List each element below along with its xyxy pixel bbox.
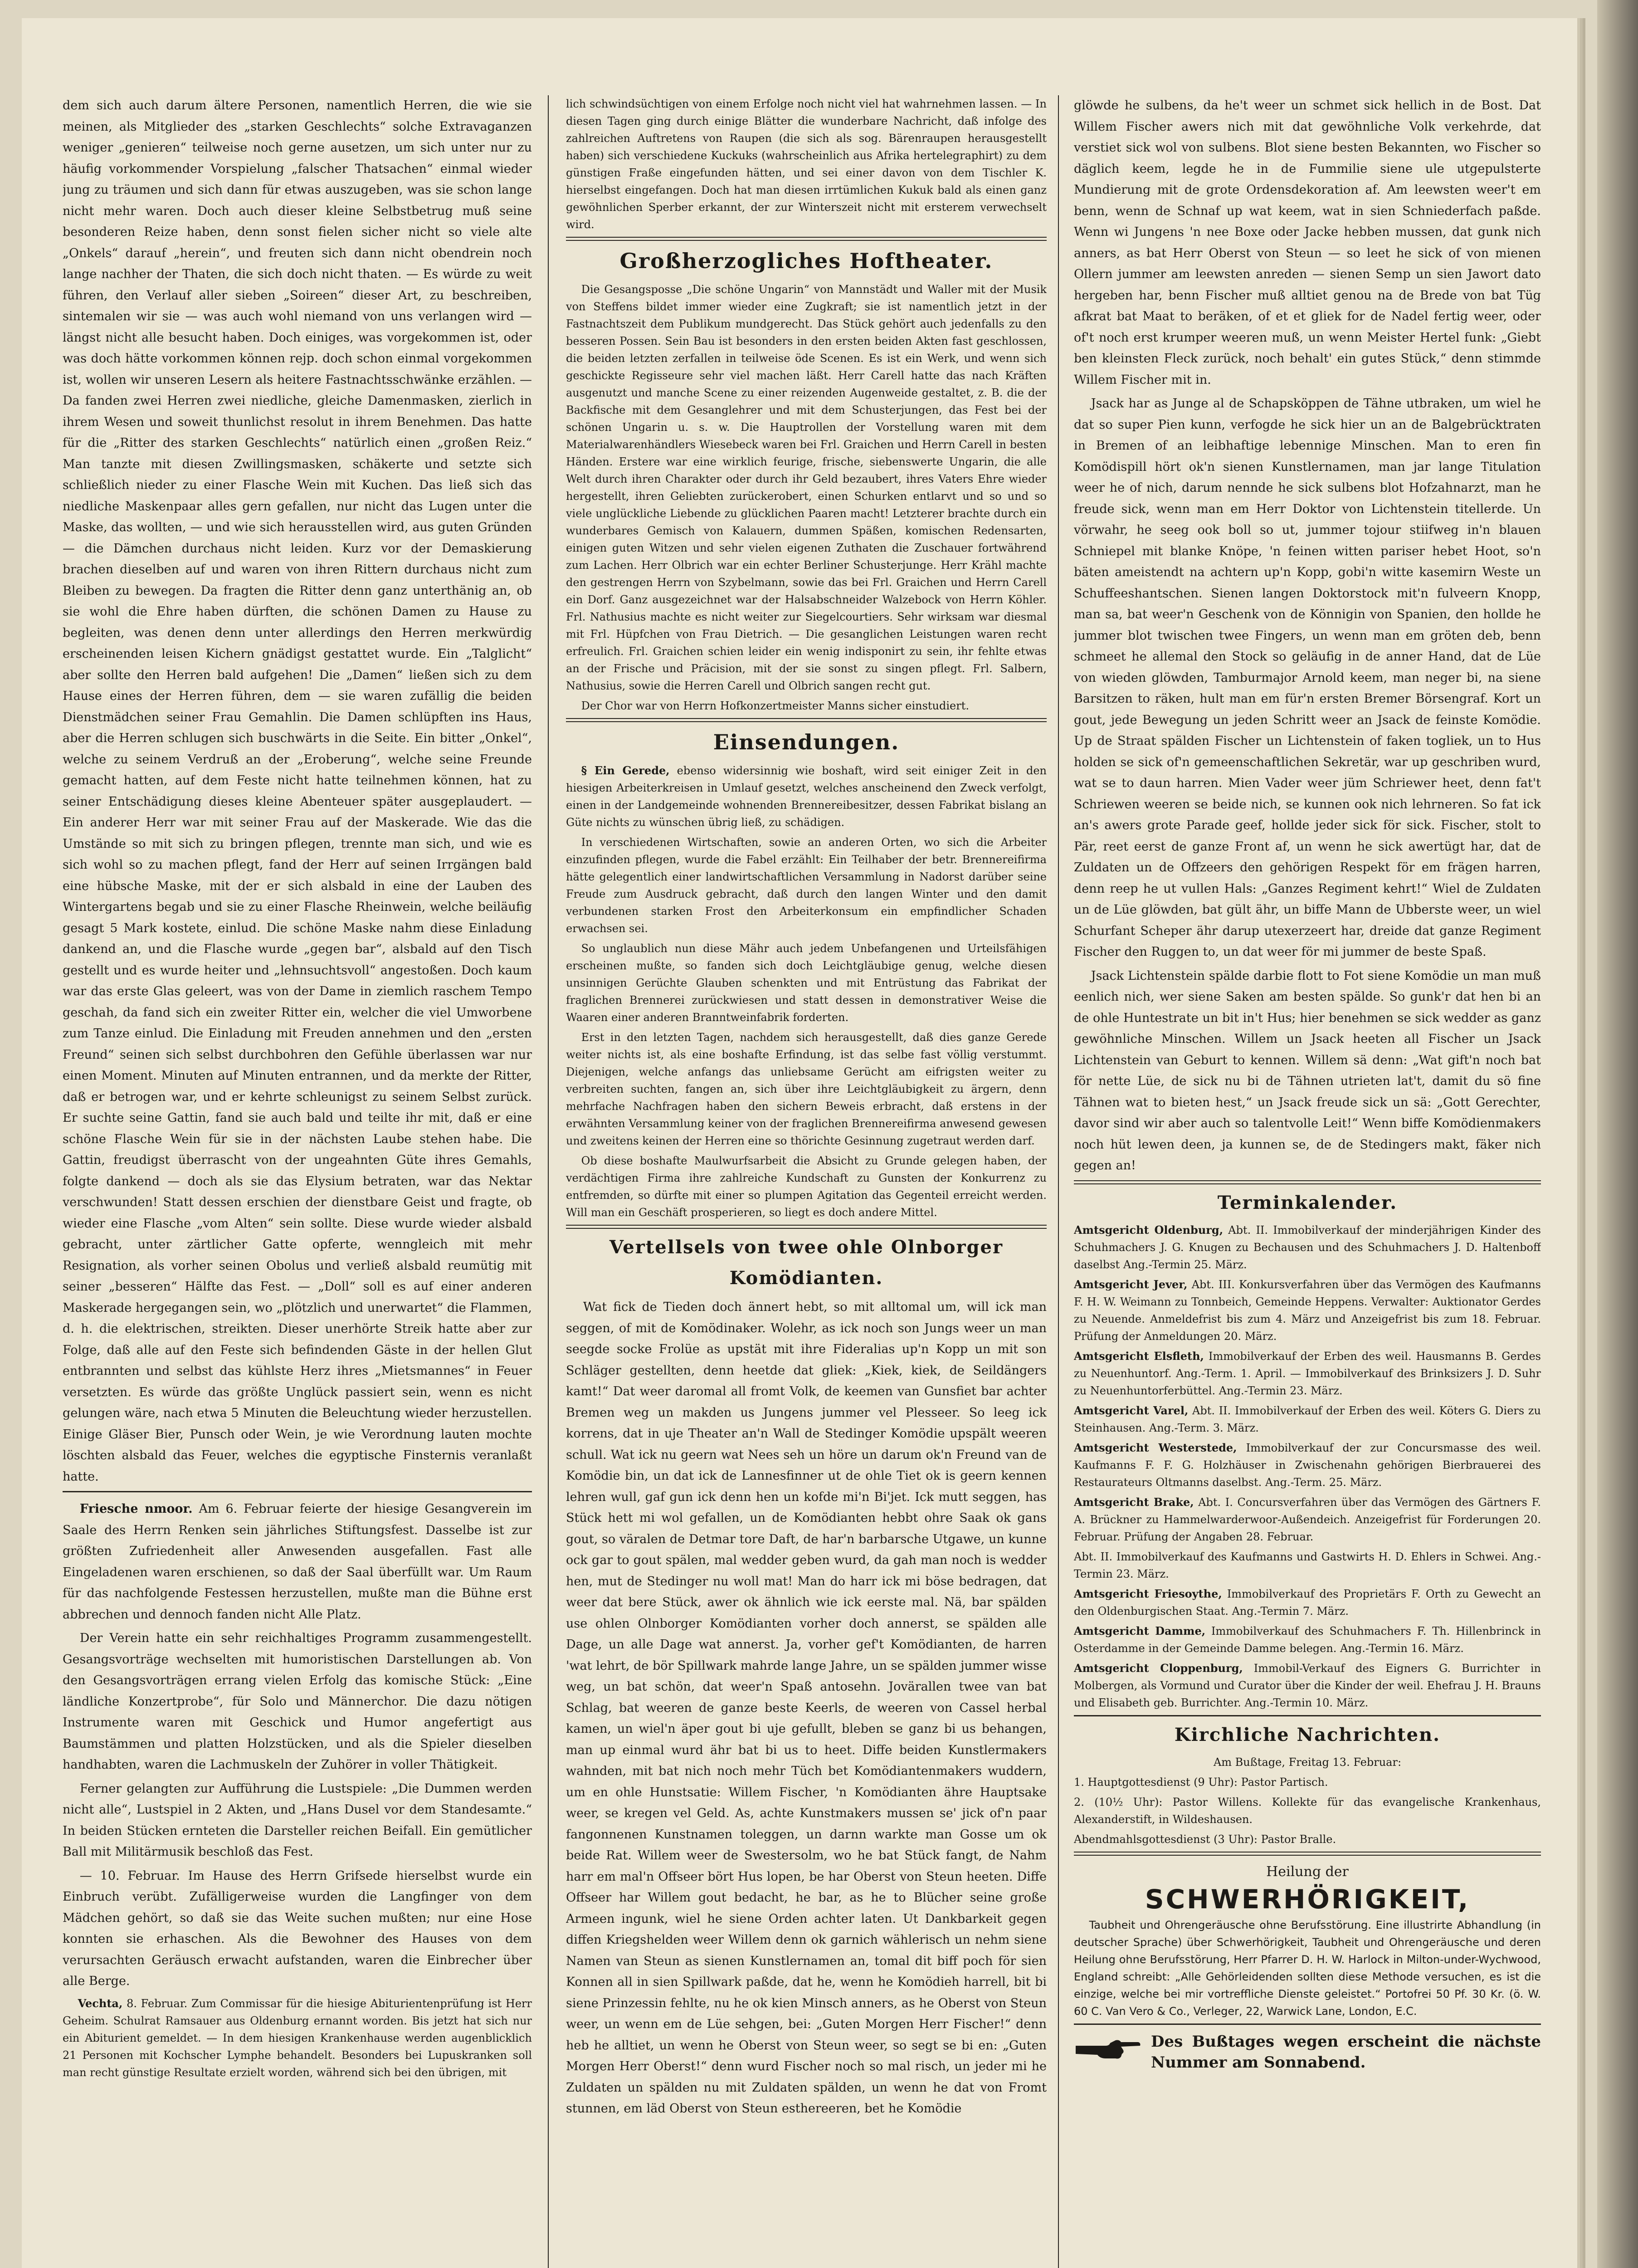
column-1 (63, 95, 532, 2268)
article-paragraph (566, 762, 1047, 831)
section-heading-einsendungen: Einsendungen. (713, 730, 900, 754)
divider (566, 1225, 1047, 1229)
article-text: So unglaublich nun diese Mähr auch jedem Unbefangenen und Urteilsfähigen erscheinen mußte, so fanden sich doch Leichtgläubige genug, welche diesen unsinnigen Gerüchte Glauben schenkten und mit Entrüstung das Fabrikat der fraglichen Brennerei zurückwiesen und statt dessen in demonstrativer Weise die Waaren einer anderen Branntweinfabrik forderten. (566, 942, 1047, 1024)
place-heading: Vechta, (78, 1996, 123, 2010)
article-text: Ob diese boshafte Maulwurfsarbeit die Absicht zu Grunde gelegen haben, der verdächtigen Firma ihre zahlreiche Kundschaft zu Gunsten der Konkurrenz zu entfremden, so dürfte mit einer so plumpen Agitation das Gegenteil erreicht werden. Will man ein Geschäft prosperieren, so liegt es doch andere Mittel. (566, 1154, 1047, 1219)
newspaper-page (22, 18, 1577, 2268)
notice-item (1074, 1494, 1541, 1545)
article-text: Jsack Lichtenstein spälde darbie flott to Fot siene Komödie un man muß eenlich nich, wer siene Saken am besten spälde. So gunk'r dat hen bi an de ohle Huntestrate un bit in't Hus; hier benehmen se sick wedder as ganz gewöhnliche Minschen. Willem un Jsack heeten all Fischer un Jsack Lichtenstein van Geburt to kennen. Willem sä denn: „Wat gift'n noch bat för nette Lüe, de sick nu bi de Tähnen utrieten lat't, damit du sö fine Tähnen wat to bieten hest,“ un Jsack freude sick un sä: „Gott Gerechter, davor sind wir aber auch so talentvolle Leit!“ Wenn biffe Komödienmakers noch hüt lewen deen, ja kunnen se, de de Stedingers makt, fäker nich gegen an! (1074, 968, 1541, 1173)
section-heading-komoedianten: Komödianten. (729, 1267, 883, 1289)
article-paragraph (63, 1995, 532, 2081)
article-text: Jsack har as Junge al de Schapsköppen de Tähne utbraken, um wiel he dat so super Pien kunn, verfogde he sick hier un an de Balgebrücktraten in Bremen of an leibhaftige lebennige Minschen. Man to eren fin Komödispill hört ok'n sienen Kunstlernamen, man jar lange Titulation weer he of nich, darum nennde he sick sulbens blot Hofzahnarzt, man he freude sick, wenn man em Herr Doktor von Lichtenstein titellerde. Un vörwahr, he seeg ook boll so ut, jummer tojour stiifweg in'n blauen Schniepel mit blanke Knöpe, 'n feinen witten pariser hebet Hoot, so'n bäten ameistendt na achtern up'n Kopp, gobi'n witte kasemirn Weste un Schuffeeshantschen. Sienen langen Doktorstock mit'n fulveern Knopp, man sa, bat weer'n Geschenk von de Könnigin von Spanien, den hollde he jummer blot twischen twee Fingers, un wenn man em gröten deb, benn schmeet he allemal den Stock so geläufig in de anner Hand, dat de Lüe von wieden glöwden, Tamburmajor Arnold keem, man neger bi, na siene Barsitzen to räken, hult man em für'n ersten Bremer Börsengraf. Kort un gout, jede Bewegung un jeden Schritt weer an Jsack de feinste Komödie. Up de Straat spälden Fischer un Lichtenstein of faken togliek, un to Hus holden se sick of'n gemeenschaftlichen Sekretär, war up geschriben wurd, wat se to daun harren. Mien Vader weer jüm Schriewer heet, denn fat't Schriewen weeren se beide nich, se kunnen ook nich lehrneren. So fat ick an's awers grote Parade geef, hollde jeder sick för sick. Fischer, stolt to Pär, reet eerst de ganze Front af, un wenn he sick awertügt har, dat de Zuldaten un de Offzeers den gehörigen Respekt för em frägen harren, denn reep he ut vullen Hals: „Ganzes Regiment kehrt!“ Wiel de Zuldaten un de Lüe glöwden, bat gült ähr, un biffe Mann de Ubberste weer, un wiel Schurfant Scheper ähr darup utexerzeert har, dreide dat ganze Regiment Fischer den Ruggen to, un dat weer för mi jummer de beste Spaß. (1074, 396, 1541, 959)
section-heading-terminkalender: Terminkalender. (1217, 1192, 1398, 1213)
notice-text: Abt. III. Konkursverfahren über das Vermögen des Kaufmanns F. H. W. Weimann zu Tonnbeich, Gemeinde Heppens. Verwalter: Auktionator Gerdes zu Neuende. Anmeldefrist bis zum 4. März und Anzeigefrist bis zum 18. Februar. Prüfung der Anmeldungen 20. März. (1074, 1278, 1541, 1343)
article-text: — 10. Februar. Im Hause des Herrn Grifsede hierselbst wurde ein Einbruch verübt. Zufälligerweise wurden die Langfinger von dem Mädchen gehört, so daß sie das Weite suchen mußten; nur eine Hose konnten sie erhaschen. Als die Bewohner des Hauses von dem verursachten Geräusch erwacht aufstanden, waren die Einbrecher über alle Berge. (63, 1868, 532, 1988)
pointing-hand-icon (1074, 2036, 1142, 2068)
article-text: ebenso widersinnig wie boshaft, wird seit einiger Zeit in den hiesigen Arbeiterkreisen in Umlauf gesetzt, welches anscheinend den Zweck verfolgt, einen in der Landgemeinde wohnenden Brennereibesitzer, dessen Fabrikat bislang an Güte nichts zu wünschen übrig ließ, zu schädigen. (566, 764, 1047, 829)
notice-text: Abt. II. Immobilverkauf des Kaufmanns und Gastwirts H. D. Ehlers in Schwei. Ang.-Termin 23. März. (1074, 1550, 1541, 1580)
court-name: Amtsgericht Jever, (1074, 1277, 1188, 1291)
church-date: Am Bußtage, Freitag 13. Februar: (1213, 1755, 1402, 1769)
page-edge (1597, 0, 1638, 2268)
notice-text: Abt. I. Concursverfahren über das Vermögen des Gärtners F. A. Brückner zu Hammelwarderwoor-Außendeich. Anzeigefrist für Forderungen 20. Februar. Prüfung der Angaben 28. Februar. (1074, 1496, 1541, 1543)
section-heading-hoftheater: Großherzogliches Hoftheater. (619, 249, 993, 273)
article-text: 8. Februar. Zum Commissar für die hiesige Abiturientenprüfung ist Herr Geheim. Schulrat Ramsauer aus Oldenburg ernannt worden. Bis jetzt hat sich nur ein Abiturient gemeldet. — In dem hiesigen Krankenhause werden augenblicklich 21 Personen mit Kochscher Lymphe behandelt. Besonders bei Lupuskranken soll man recht günstige Resultate erzielt worden, während sich bei den übrigen, mit (63, 1997, 532, 2079)
court-name: Amtsgericht Cloppenburg, (1074, 1661, 1243, 1675)
section-heading-vertellsels: Vertellsels von twee ohle Olnborger (609, 1237, 1004, 1258)
column-3 (1074, 95, 1541, 2268)
divider (566, 237, 1047, 241)
notice-item (1074, 1585, 1541, 1620)
court-name: Amtsgericht Oldenburg, (1074, 1223, 1224, 1237)
notice-text: Immobil-Verkauf des Eigners G. Burrichter in Molbergen, als Vormund und Curator über die Kinder der weil. Ehefrau J. H. Brauns und Elisabeth geb. Burrichter. Ang.-Termin 10. März. (1074, 1662, 1541, 1709)
ad-pretitle: Heilung der (1266, 1863, 1349, 1880)
article-text: Erst in den letzten Tagen, nachdem sich herausgestellt, daß dies ganze Gerede weiter nichts ist, als eine boshafte Erfindung, ist das selbe fast völlig verstummt. Diejenigen, welche anfangs das unliebsame Gerücht am eifrigsten weiter zu verbreiten suchten, fangen an, sich über ihre Leichtgläubigkeit zu ärgern, denn mehrfache Nachfragen haben den sichern Beweis erbracht, daß erstens in der erwähnten Versammlung keiner von der fraglichen Brennereifirma anwesend gewesen und zweitens keinen der Herren eine so thörichte Gesinnung zugetraut werden darf. (566, 1031, 1047, 1147)
notice-text: Abt. II. Immobilverkauf der Erben des weil. Köters G. Diers zu Steinhausen. Ang.-Term. 3. März. (1074, 1404, 1541, 1434)
church-service: 2. (10½ Uhr): Pastor Willens. Kollekte für das evangelische Krankenhaus, Alexanderstift, in Wildeshausen. (1074, 1795, 1541, 1826)
divider (1074, 1852, 1541, 1856)
article-text: dem sich auch darum ältere Personen, namentlich Herren, die wie sie meinen, als Mitglieder des „starken Geschlechts“ solche Extravaganzen weniger „genieren“ teilweise noch gerne ausetzen, um sich unter nur zu häufig vorkommender Vorspielung „falscher Thatsachen“ einmal wieder jung zu träumen und sich dann für etwas auszugeben, was sie schon lange nicht mehr waren. Doch auch dieser kleine Selbstbetrug muß seine besonderen Reize haben, denn sonst fielen sicher nicht so viele alte „Onkels“ darauf „herein“, und freuten sich dann nicht obendrein noch lange nachher der Thaten, die sich doch nicht thaten. — Es würde zu weit führen, den Verlauf aller sieben „Soireen“ dieser Art, zu beschreiben, sintemalen wir sie — was auch wohl niemand von uns verlangen wird — längst nicht alle besucht haben. Doch einiges, was vorgekommen ist, oder was doch hätte vorkommen können rejp. doch schon einmal vorgekommen ist, wollen wir unseren Lesern als heitere Fastnachtsschwänke erzählen. — Da fanden zwei Herren zwei niedliche, gleiche Damenmasken, zierlich in ihrem Wesen und soweit thunlichst resolut in ihrem Benehmen. Das hatte für die „Ritter des starken Geschlechts“ natürlich einen „großen Reiz.“ Man tanzte mit diesen Zwillingsmasken, schäkerte und setzte sich schließlich nieder zu einer Flasche Wein mit Kuchen. Das ließ sich das niedliche Maskenpaar alles gern gefallen, nur nicht das Lugen unter die Maske, das wollten, — und wie sich herausstellen wird, aus guten Gründen — die Dämchen durchaus nicht leiden. Kurz vor der Demaskierung brachen dieselben auf und waren von ihren Rittern durchaus nicht zum Bleiben zu bewegen. Da fragten die Ritter denn ganz unterthänig an, ob sie wohl die Ehre haben dürften, die schönen Damen zu Hause zu begleiten, was denen denn unter allerdings den Herren merkwürdig erscheinenden leisen Kichern gnädigst gestattet wurde. Ein „Talglicht“ aber sollte den Herren bald aufgehen! Die „Damen“ ließen sich zu dem Hause eines der Herren führen, dem — sie waren zufällig die beiden Dienstmädchen seiner Frau Gemahlin. Die Damen schlüpften ins Haus, aber die Herren schlugen sich buschwärts in die Seite. Ein bitter „Onkel“, welche zu seinem Verdruß an der „Eroberung“, welche seine Freunde gemacht hatten, auf dem Feste nicht hatte teilnehmen können, hat zu seiner Entschädigung dieses kleine Abenteuer später ausgeplaudert. — Ein anderer Herr war mit seiner Frau auf der Maskerade. Wie das die Umstände so mit sich zu bringen pflegen, trennte man sich, und wie es sich wohl so zu machen pflegt, fand der Herr auf seinen Irrgängen bald eine hübsche Maske, mit der er sich alsbald in eine der Lauben des Wintergartens begab und sie zu einer Flasche Rheinwein, welche beiläufig gesagt 5 Mark kostete, einlud. Die schöne Maske nahm diese Einladung dankend an, und die Flasche wurde „gegen bar“, alsbald auf den Tisch gestellt und es wurde heiter und „lehnsuchtsvoll“ angestoßen. Doch kaum war das erste Glas geleert, was von der Dame in ziemlich raschem Tempo geschah, da fand sich ein zweiter Ritter ein, welcher die viel Umworbene zum Tanze einlud. Die Einladung mit Freuden annehmen und den „ersten Freund“ seinen sich selbst durchbohren den Gefühle überlassen war nur einen Moment. Minuten auf Minuten entrannen, und da merkte der Ritter, daß er betrogen war, und er kehrte schleunigst zu seinem Selbst zurück. Er suchte seine Gattin, fand sie auch bald und teilte ihr mit, daß er eine schöne Flasche Wein für sie in der nächsten Laube stehen habe. Die Gattin, freudigst überrascht von der ungeahnten Güte ihres Gemahls, folgte dankend — doch als sie das Elysium betraten, war das Nektar verschwunden! Statt dessen erschien der dienstbare Geist und fragte, ob wieder eine Flasche „vom Alten“ sein sollte. Diese wurde wieder alsbald gebracht, unter zärtlicher Gatte opferte, wenngleich mit mehr Resignation, als vorher seinen Obolus und verließ alsbald reumütig mit seiner „besseren“ Hälfte das Fest. — „Doll“ soll es auf einer anderen Maskerade hergegangen sein, wo „plötzlich und unerwartet“ die Flammen, d. h. die elektrischen, streikten. Dieser unerhörte Streik hatte aber zur Folge, daß alle auf den Feste sich befindenden Gäste in der hellen Glut entbrannten und selbst das kühlste Herz ihres „Mietsmannes“ in Feuer versetzten. Es würde das größte Unglück passiert sein, wenn es nicht gelungen wäre, nach etwa 5 Minuten die Beleuchtung wieder herzustellen. Einige Gläser Bier, Punsch oder Wein, je wie Verordnung lauten mochte löschten alsbald das Feuer, welches die egyptische Finsternis veranlaßt hatte. (63, 98, 532, 1484)
notice-item (1074, 1222, 1541, 1273)
court-name: Amtsgericht Brake, (1074, 1495, 1194, 1509)
notice-text: Abt. II. Immobilverkauf der minderjährigen Kinder des Schuhmachers J. G. Knugen zu Bechausen und des Schuhmachers J. D. Haltenboff daselbst Ang.-Termin 25. März. (1074, 1223, 1541, 1271)
divider (566, 718, 1047, 722)
lead-phrase: § Ein Gerede, (581, 764, 670, 777)
divider (63, 1491, 532, 1492)
article-paragraph (63, 1499, 532, 1625)
court-name: Amtsgericht Varel, (1074, 1403, 1189, 1417)
article-text: In verschiedenen Wirtschaften, sowie an anderen Orten, wo sich die Arbeiter einzufinden pflegen, wurde die Fabel erzählt: Ein Teilhaber der betr. Brennereifirma hätte gelegentlich einer landwirtschaftlichen Versammlung in Nadorst darüber seine Freude zum Ausdruck gebracht, daß durch den langen Winter und den damit verbundenen starken Frost den Arbeiterkonsum ein empfindlicher Schaden erwachsen sei. (566, 836, 1047, 935)
article-text: glöwde he sulbens, da he't weer un schmet sick hellich in de Bost. Dat Willem Fischer awers nich mit dat gewöhnliche Volk verkehrde, dat verstiet sick wol von sulbens. Blot siene besten Bekannten, wo Fischer so däglich keem, legde he in de Fummilie siene ule utgepulsterte Mundierung mit de grote Ordensdekoration af. Am leewsten weer't em benn, wenn de Schnaf up wat keem, wat in sien Schniederfach paßde. Wenn wi Jungens 'n nee Boxe oder Jacke hebben mussen, dat gunk nich anners, as bat Herr Oberst von Steun — so leet he sick of von mienen Ollern jummer am leewsten anreden — sienen Semp un sien Jawort dato hergeben har, benn Fischer muß alltiet genou na de Brede von bat Tüg afkrat bat Maat to beräken, of et et gliek for de Nadel fertig weer, oder of't noch erst krumper weeren muß, un wenn Meister Hertel funk: „Giebt ben kleinsten Fleck zurück, noch behalt' ein gutes Stück,“ denn stimmde Willem Fischer mit in. (1074, 98, 1541, 387)
section-heading-kirchliche-nachrichten: Kirchliche Nachrichten. (1174, 1724, 1441, 1745)
court-name: Amtsgericht Damme, (1074, 1624, 1206, 1637)
notice-item (1074, 1623, 1541, 1657)
notice-text: Immobilverkauf der zur Concursmasse des weil. Kaufmanns F. F. G. Holzhäuser in Zwischenahn gehörigen Bierbrauerei des Restaurateurs Oltmanns daselbst. Ang.-Term. 25. März. (1074, 1441, 1541, 1489)
article-text: lich schwindsüchtigen von einem Erfolge noch nicht viel hat wahrnehmen lassen. — In diesen Tagen ging durch einige Blätter die wunderbare Nachricht, daß infolge des zahlreichen Auftretens von Raupen (die sich als sog. Bärenraupen herausgestellt haben) sich verschiedene Kuckuks (wahrscheinlich aus Afrika hertelegraphirt) zu dem günstigen Fraße eingefunden hätten, und sei einer davon von dem Tischler K. hierselbst eingefangen. Doch hat man diesen irrtümlichen Kukuk bald als einen ganz gewöhnlichen Sperber erkannt, der zur Winterszeit nicht mit ersterem verwechselt wird. (566, 98, 1047, 231)
notice-item (1074, 1660, 1541, 1711)
notice-item (1074, 1402, 1541, 1437)
column-rule (1058, 95, 1059, 2268)
court-name: Amtsgericht Elsfleth, (1074, 1349, 1204, 1363)
court-name: Amtsgericht Friesoythe, (1074, 1587, 1222, 1600)
article-text: Am 6. Februar feierte der hiesige Gesangverein im Saale des Herrn Renken sein jährliches Stiftungsfest. Dasselbe ist zur größten Zufriedenheit aller Anwesenden ausgefallen. Fast alle Eingeladenen waren erschienen, so daß der Saal überfüllt war. Um Raum für das nachfolgende Festessen herzustellen, mußte man die Bühne erst abbrechen und dennoch fanden nicht Alle Platz. (63, 1502, 532, 1622)
notice-item (1074, 1348, 1541, 1399)
article-text: Der Chor war von Herrn Hofkonzertmeister Manns sicher einstudiert. (581, 699, 969, 712)
church-service: Abendmahlsgottesdienst (3 Uhr): Pastor Bralle. (1074, 1833, 1336, 1846)
article-text: Wat fick de Tieden doch ännert hebt, so mit alltomal um, will ick man seggen, of mit de Komödinaker. Wolehr, as ick noch son Jungs weer un man seegde socke Frolüe as upstät mit ihre Fideralias up'n Kopp un mit son Schläger gestellten, denn heetde dat gliek: „Kiek, kiek, de Seildängers kamt!“ Dat weer daromal all fromt Volk, de keemen van Gunsfiet bar achter Bremen weg un makden us Jungens jummer vel Plesseer. So leeg ick korrens, dat in uje Theater an'n Wall de Stedinger Komödie upspält weeren schull. Wat ick nu geern wat Nees seh un höre un darum ok'n Freund van de Komödie bin, un dat ick de Lannesfinner ut de ohle Tiet ok is geern kennen lehren wull, gaf gun ick denn hen un kofde mi'n Bi'jet. Ick mutt seggen, has Stück hett mi wol gefallen, un de Komödianten hebbt ohre Saak ok gans gout, so väralen de Detmar tore Daft, de har'n barbarsche Utgawe, un kunne ock gar to gout spälen, mal wedder geben wurd, da gah man noch is wedder hen, mut de Stedinger nu woll mat! Man do harr ick mi böse bedragen, dat weer dat bere Stück, awer ok ähnlich wie ick eerste mal. Nä, bar spälden use ohlen Olnborger Komödianten vorher doch annerst, se spälden alle Dage, un alle Dage wat annerst. Ja, vorher gef't Komödianten, de harren 'wat lehrt, de bör Spillwark mahrde lange Jahre, un se spälden jummer wisse weg, un bat schön, dat weer'n Spaß antosehn. Jovärallen twee van bat Schlag, bat weeren de ganze beste Keerls, de weeren von Cassel herbal kamen, un wiel'n äper gout bi uje gefullt, bleben se ganz bi us behangen, man up einmal wurd ähr bat bi us to heet. Diffe beiden Kunstlermakers wahnden, mit bat nich noch mehr Tüch bet Komödiantenmakers wuddern, um en ohle Hunstsatie: Willem Fischer, 'n Komödianten ähre Hauptsake weer, se kregen vel Geld. As, achte Kunstmakers mussen se' jick of'n paar fangonnenen Kunstnamen toleggen, un darnn warkte man Gosse um ok beide Rat. Willem weer de Swestersolm, wo he bat Stück fangt, de Nahm harr em mal'n Offseer bört Hus lopen, be har Oberst von Steun heeten. Diffe Offseer har Willem gout bedacht, he bar, as he to Blücher seine große Armeen ingunk, wiel he siene Orden achter laten. Ut Dankbarkeit gegen diffen Kriegshelden weer Willem denn ok garnich wählerisch un nehm siene Namen van Steun as sienen Kunstlernamen an, tomal dit biff poch för sien Konnen all in sien Spillwark paßde, dat he, wenn he Komödieh harrell, bit bi siene Prinzessin fehlte, nu he ok kien Minsch anners, as he Oberst von Steun weer, un wenn em de Lüe sehgen, bei: „Guten Morgen Herr Fischer!“ denn heb he alltiet, un wenn he Oberst von Steun weer, so segt se bi en: „Guten Morgen Herr Oberst!“ denn wurd Fischer noch so mal risch, un jeder mi he Zuldaten un spälden nu mit Zuldaten spälden, un wenn he dat von Fromt stunnen, em läd Oberst von Steun esthereeren, bet he Komödie (566, 1300, 1047, 2116)
place-heading: Friesche nmoor. (79, 1502, 193, 1516)
notice-text: Immobilverkauf des Proprietärs F. Orth zu Gewecht an den Oldenburgischen Staat. Ang.-Termin 7. März. (1074, 1587, 1541, 1618)
divider (1074, 1715, 1541, 1716)
ad-title: SCHWERHÖRIGKEIT, (1145, 1883, 1470, 1915)
column-rule (548, 95, 549, 2268)
notice-item (1074, 1276, 1541, 1345)
notice-box (1074, 2031, 1541, 2073)
article-text: Ferner gelangten zur Aufführung die Lustspiele: „Die Dummen werden nicht alle“, Lustspiel in 2 Akten, und „Hans Dusel vor dem Standesamte.“ In beiden Stücken ernteten die Darsteller reichen Beifall. Ein gemütlicher Ball mit Militärmusik beschloß das Fest. (63, 1781, 532, 1859)
article-text: Die Gesangsposse „Die schöne Ungarin“ von Mannstädt und Waller mit der Musik von Steffens bildet immer wieder eine Zugkraft; sie ist namentlich jetzt in der Fastnachtszeit dem Publikum mundgerecht. Das Stück gehört auch jedenfalls zu den besseren Possen. Sein Bau ist besonders in den ersten beiden Akten fast geschlossen, die beiden letzten zerfallen in teilweise öde Scenen. Es ist ein Werk, und wenn sich geschickte Regisseure sehr viel machen läßt. Herr Carell hatte das nach Kräften ausgenutzt und manche Scene zu einer reizenden Augenweide gestaltet, z. B. die der Backfische mit dem Gesanglehrer und mit dem Schusterjungen, das Fest bei der schönen Ungarin u. s. w. Die Hauptrollen der Vorstellung waren mit dem Materialwarenhändlers Wiesebeck waren bei Frl. Graichen und Herrn Carell in besten Händen. Erstere war eine wirklich feurige, frische, siebenswerte Ungarin, die alle Welt durch ihren Charakter oder durch ihr Geld bezaubert, ihres Vaters Ehre wieder hergestellt, ihren Geliebten zurückerobert, einen Schurken entlarvt und so und so viele unglückliche Liebende zu glücklichen Paaren macht! Letzterer brachte durch ein wunderbares Gemisch von Kalauern, dummen Späßen, komischen Redensarten, einigen guten Witzen und sehr vielen eigenen Zuthaten die Zuschauer fortwährend zum Lachen. Herr Olbrich war ein echter Berliner Schusterjunge. Herr Krähl machte den gestrengen Herrn von Szybelmann, sowie das bei Frl. Graichen und Herrn Carell ein Dorf. Ganz ausgezeichnet war der Halsabschneider Walzebock von Herrn Köhler. Frl. Nathusius machte es nicht weiter zur Siegelcourtiers. Sehr wirksam war diesmal mit Frl. Hüpfchen von Frau Dietrich. — Die gesanglichen Leistungen waren recht erfreulich. Frl. Graichen schien leider ein wenig indisponirt zu sein, ihr fehlte etwas an der Frische und Präcision, mit der sie sonst zu singen pflegt. Frl. Salbern, Nathusius, sowie die Herren Carell und Olbrich sangen recht gut. (566, 283, 1047, 692)
divider (1074, 2024, 1541, 2025)
court-name: Amtsgericht Westerstede, (1074, 1441, 1237, 1454)
article-text: Der Verein hatte ein sehr reichhaltiges Programm zusammengestellt. Gesangsvorträge wechselten mit humoristischen Darstellungen ab. Von den Gesangsvorträgen errang vielen Erfolg das komische Stück: „Eine ländliche Konzertprobe“, für Solo und Männerchor. Die dazu nötigen Instrumente waren mit Geschick und Humor angefertigt aus Baumstämmen und platten Holzstücken, und als die Spieler dieselben handhabten, waren die Lachmuskeln der Zuhörer in voller Thätigkeit. (63, 1631, 532, 1772)
notice-text: Immobilverkauf des Schuhmachers F. Th. Hillenbrinck in Osterdamme in der Gemeinde Damme belegen. Ang.-Termin 16. März. (1074, 1624, 1541, 1655)
ad-text: Taubheit und Ohrengeräusche ohne Berufsstörung. Eine illustrirte Abhandlung (in deutscher Sprache) über Schwerhörigkeit, Taubheit und Ohrengeräusche und deren Heilung ohne Berufsstörung, Herr Pfarrer D. H. W. Harlock in Milton-under-Wychwood, England schreibt: „Alle Gehörleidenden sollten diese Methode versuchen, es ist die einzige, welche bei mir vortreffliche Dienste geleistet.“ Portofrei 50 Pf. 30 Kr. (ö. W. 60 C. Van Vero & Co., Verleger, 22, Warwick Lane, London, E.C. (1074, 1918, 1541, 2018)
church-service: 1. Hauptgottesdienst (9 Uhr): Pastor Partisch. (1074, 1775, 1328, 1789)
notice-text: Immobilverkauf der Erben des weil. Hausmanns B. Gerdes zu Neuenhuntorf. Ang.-Term. 1. April. — Immobilverkauf des Brinksizers J. D. Suhr zu Neuenhuntorferbüttel. Ang.-Termin 23. März. (1074, 1349, 1541, 1397)
notice-text: Des Bußtages wegen erscheint die nächste Nummer am Sonnabend. (1151, 2032, 1541, 2072)
notice-item (1074, 1439, 1541, 1491)
column-2 (566, 95, 1047, 2268)
divider (1074, 1180, 1541, 1184)
